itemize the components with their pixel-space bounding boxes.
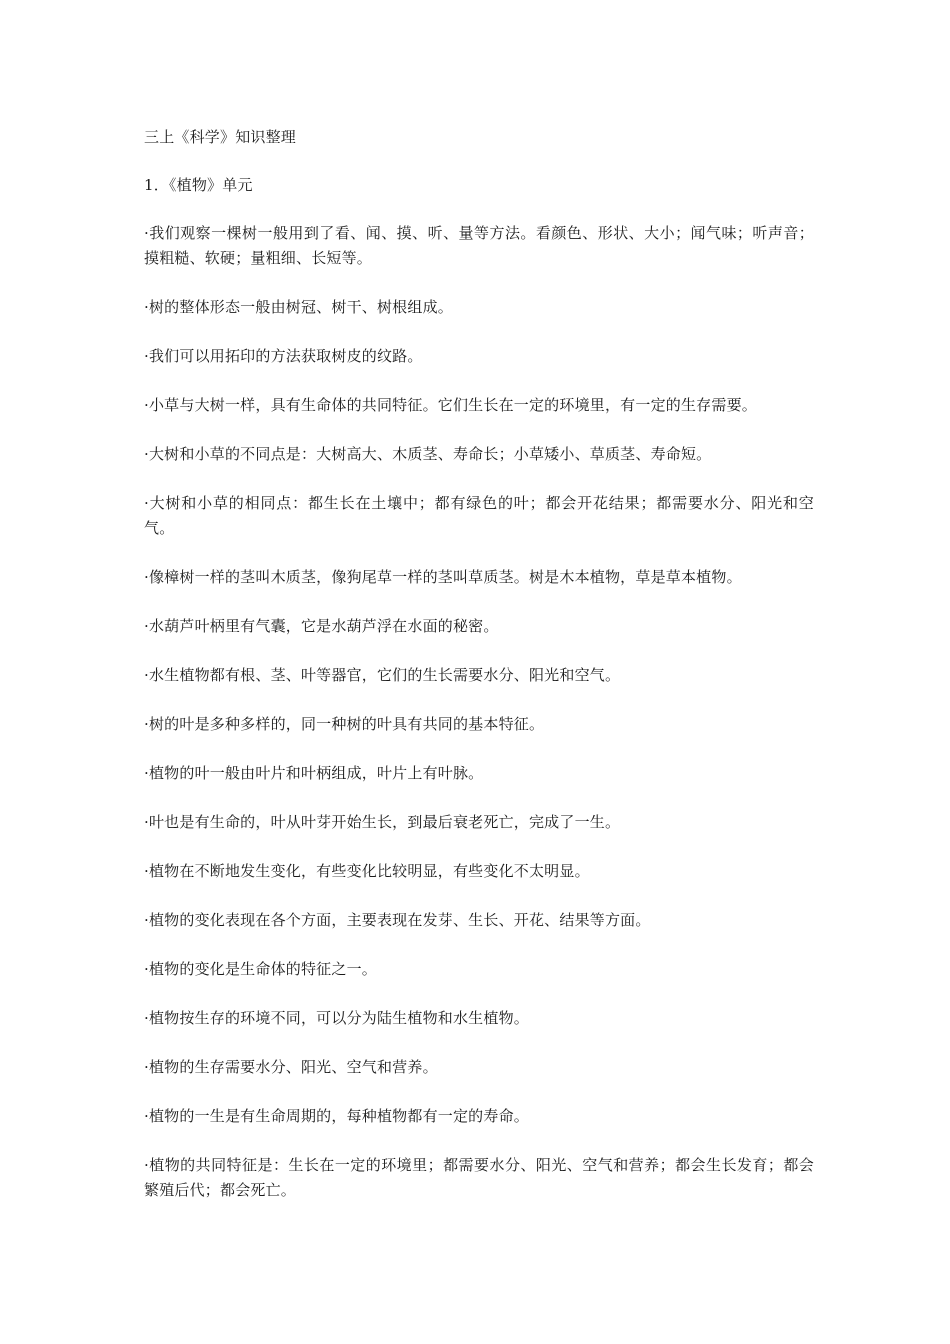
knowledge-item: ·植物的变化表现在各个方面，主要表现在发芽、生长、开花、结果等方面。 (144, 911, 651, 929)
knowledge-item: ·植物的一生是有生命周期的，每种植物都有一定的寿命。 (144, 1107, 529, 1125)
knowledge-item: ·我们可以用拓印的方法获取树皮的纹路。 (144, 347, 423, 365)
knowledge-item: ·植物的共同特征是：生长在一定的环境里；都需要水分、阳光、空气和营养；都会生长发育；都会繁殖后代；都会死亡。 (144, 1156, 814, 1199)
knowledge-item: ·植物的变化是生命体的特征之一。 (144, 960, 377, 978)
knowledge-item: ·树的叶是多种多样的，同一种树的叶具有共同的基本特征。 (144, 715, 545, 733)
document-title: 三上《科学》知识整理 (144, 128, 297, 146)
knowledge-item: ·大树和小草的不同点是：大树高大、木质茎、寿命长；小草矮小、草质茎、寿命短。 (144, 445, 712, 463)
knowledge-item: ·水生植物都有根、茎、叶等器官，它们的生长需要水分、阳光和空气。 (144, 666, 621, 684)
knowledge-item: ·叶也是有生命的，叶从叶芽开始生长，到最后衰老死亡，完成了一生。 (144, 813, 621, 831)
document-page (144, 125, 814, 1227)
knowledge-item: ·像樟树一样的茎叫木质茎，像狗尾草一样的茎叫草质茎。树是木本植物，草是草本植物。 (144, 568, 742, 586)
knowledge-item: ·植物的叶一般由叶片和叶柄组成，叶片上有叶脉。 (144, 764, 484, 782)
knowledge-item: ·植物按生存的环境不同，可以分为陆生植物和水生植物。 (144, 1009, 529, 1027)
knowledge-item: ·植物在不断地发生变化，有些变化比较明显，有些变化不太明显。 (144, 862, 590, 880)
knowledge-item: ·树的整体形态一般由树冠、树干、树根组成。 (144, 298, 453, 316)
unit-heading: 1．《植物》单元 (144, 176, 253, 194)
knowledge-item: ·我们观察一棵树一般用到了看、闻、摸、听、量等方法。看颜色、形状、大小；闻气味；听声音；摸粗糙、软硬；量粗细、长短等。 (144, 224, 814, 267)
knowledge-item: ·大树和小草的相同点：都生长在土壤中；都有绿色的叶；都会开花结果；都需要水分、阳光和空气。 (144, 494, 814, 537)
knowledge-item: ·植物的生存需要水分、阳光、空气和营养。 (144, 1058, 438, 1076)
knowledge-item: ·水葫芦叶柄里有气囊，它是水葫芦浮在水面的秘密。 (144, 617, 499, 635)
knowledge-item: ·小草与大树一样，具有生命体的共同特征。它们生长在一定的环境里，有一定的生存需要。 (144, 396, 757, 414)
